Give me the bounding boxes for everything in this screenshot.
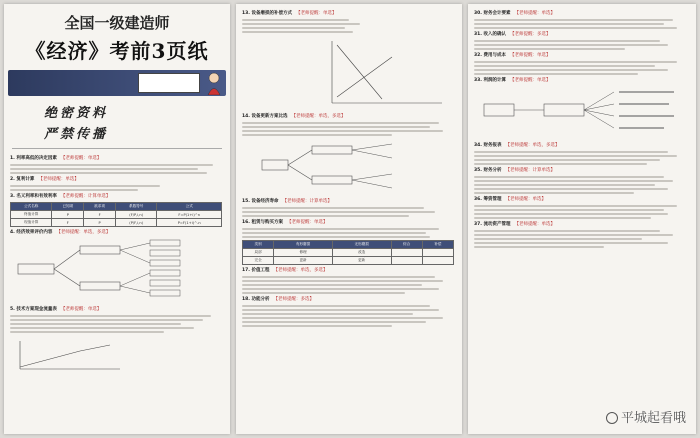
section-body (468, 176, 696, 194)
section-body (468, 40, 696, 50)
section-body (236, 122, 462, 136)
section-body (236, 228, 462, 238)
table-row: 现值计算 F P (P/F,i,n) P=F(1+i)^-n (11, 219, 222, 227)
wear-table: 类别 有形磨损 无形磨损 综合 补偿 局部 修理 改造 完全 更新 更新 (242, 240, 454, 265)
table-row: 局部 修理 改造 (243, 249, 454, 257)
section-heading: 32. 费用与成本 【老师提醒：单选】 (474, 53, 551, 58)
section-body (468, 205, 696, 219)
section-heading: 36. 筹资管理 【老师提醒：单选】 (474, 197, 547, 202)
page-3 (468, 4, 696, 434)
section-heading: 2. 复利计算 【老师提醒：单选】 (10, 177, 79, 182)
section-heading: 33. 利润的计算 【老师提醒：单选】 (474, 78, 551, 83)
table-row: 终值计算 P F (F/P,i,n) F=P(1+i)^n (11, 211, 222, 219)
section-heading: 14. 设备更新方案比选 【老师提醒：单选，多选】 (242, 114, 346, 119)
weibo-logo-icon (606, 412, 618, 424)
cost-curve-chart (242, 37, 454, 107)
section-heading: 3. 名义利率和有效利率 【老师提醒：计算单选】 (10, 194, 111, 199)
section-heading: 17. 价值工程 【老师提醒：单选，多选】 (242, 268, 328, 273)
section-body (4, 315, 230, 333)
section-body (236, 19, 462, 33)
divider (12, 148, 222, 149)
section-heading: 35. 财务分析 【老师提醒：计算单选】 (474, 168, 556, 173)
section-body (4, 185, 230, 191)
table-header: 系数符号 (115, 203, 156, 211)
table-header: 公式名称 (11, 203, 52, 211)
section-body (4, 164, 230, 174)
title-banner (8, 70, 226, 96)
page-1 (4, 4, 230, 434)
section-body (236, 207, 462, 217)
page-2 (236, 4, 462, 434)
section-body (468, 19, 696, 29)
section-heading: 5. 技术方案现金流量表 【老师提醒：单选】 (10, 307, 102, 312)
section-heading: 18. 功能分析 【老师提醒：多选】 (242, 297, 315, 302)
profit-diagram (474, 86, 688, 136)
cashflow-diagram (10, 337, 222, 377)
section-body (468, 151, 696, 165)
page-title-line2: 《经济》考前3页纸 (25, 39, 209, 63)
table-header: 已知项 (52, 203, 84, 211)
mascot-icon (203, 71, 225, 95)
section-heading: 37. 流动资产管理 【老师提醒：单选】 (474, 222, 556, 227)
page-title-line1: 全国一级建造师 (64, 14, 170, 32)
promo-box (138, 73, 200, 93)
section-heading: 4. 经济效果评价内容 【老师提醒：单选，多选】 (10, 230, 111, 235)
section-heading: 34. 财务报表 【老师提醒：单选，多选】 (474, 143, 560, 148)
tree-diagram (242, 140, 454, 192)
section-heading: 15. 设备经济寿命 【老师提醒：计算单选】 (242, 199, 333, 204)
section-heading: 31. 收入的确认 【老师提醒：多选】 (474, 32, 551, 37)
section-body (236, 305, 462, 327)
table-row: 完全 更新 更新 (243, 257, 454, 265)
table-header: 欲求项 (84, 203, 116, 211)
secret-line2: 严禁传播 (44, 127, 109, 142)
watermark: 平城起看哦 (606, 407, 686, 426)
formula-table (10, 202, 222, 227)
table-header: 公式 (157, 203, 222, 211)
section-heading: 1. 利率高低的决定因素 【老师提醒：单选】 (10, 156, 102, 161)
section-body (468, 230, 696, 248)
section-heading: 16. 租赁与购买方案 【老师提醒：单选】 (242, 220, 328, 225)
section-body (236, 276, 462, 294)
section-heading: 13. 设备磨损的补偿方式 【老师提醒：单选】 (242, 11, 337, 16)
secret-line1: 绝密资料 (44, 106, 109, 121)
section-heading: 30. 财务会计要素 【老师提醒：单选】 (474, 11, 556, 16)
structure-diagram (10, 238, 222, 300)
section-body (468, 61, 696, 75)
